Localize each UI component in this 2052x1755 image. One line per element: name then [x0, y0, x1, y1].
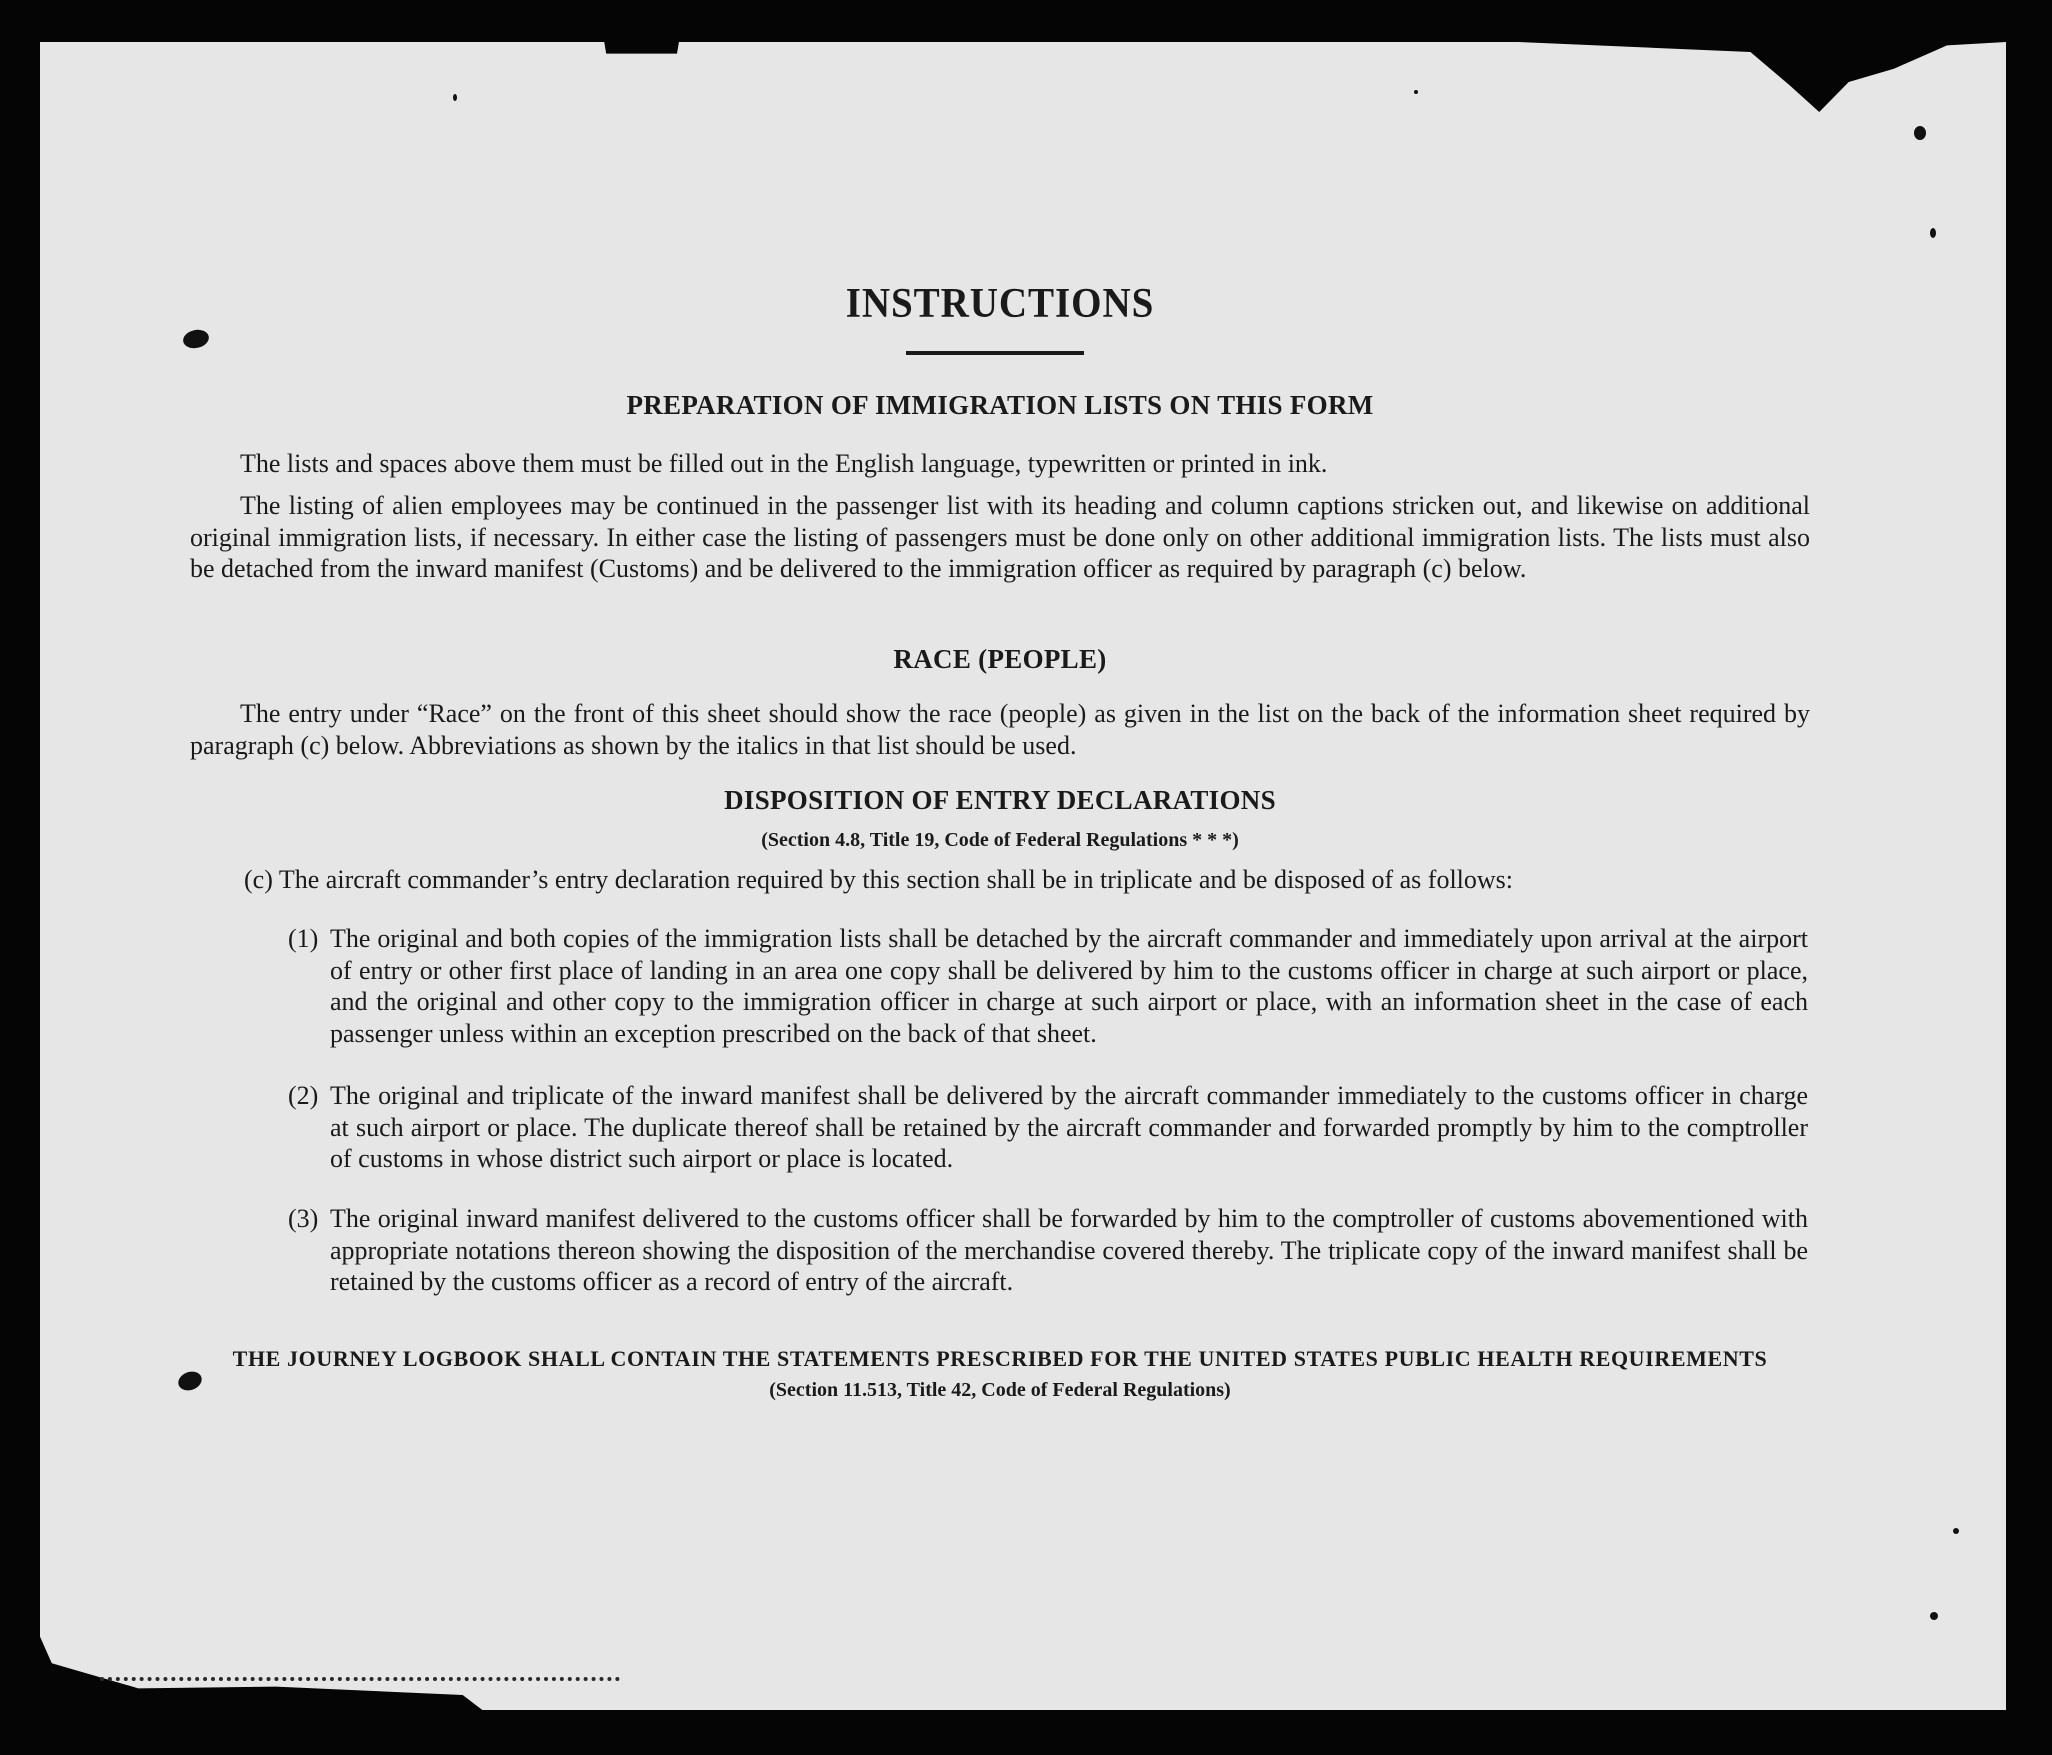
section-citation-title-19: (Section 4.8, Title 19, Code of Federal Regulations * * *) — [761, 829, 1239, 851]
perforation-line — [100, 1677, 620, 1681]
title-underline — [906, 351, 1084, 355]
footer-citation-title-42: (Section 11.513, Title 42, Code of Federal Regulations) — [769, 1379, 1231, 1401]
paragraph-alien-employees: The listing of alien employees may be continued in the passenger list with its heading and column captions stricken out, and likewise on additional original immigration lists, if necessary. In either case the listing of passengers must be done only on other additional immigration lists. The lists must also be detached from the inward manifest (Customs) and be delivered to the immigration officer as required by paragraph (c) below. — [190, 491, 1810, 583]
list-item-1 — [288, 923, 1808, 1049]
section-heading-race: RACE (PEOPLE) — [893, 644, 1107, 674]
document-title: INSTRUCTIONS — [845, 281, 1155, 327]
scan-speck — [1930, 1612, 1938, 1620]
list-item-number: (1) — [288, 924, 319, 953]
scan-speck — [1953, 1528, 1959, 1534]
paragraph-english-language: The lists and spaces above them must be filled out in the English language, typewritten or printed in ink. — [240, 449, 1328, 478]
scan-speck — [1930, 228, 1936, 238]
footer-health-requirements: THE JOURNEY LOGBOOK SHALL CONTAIN THE STATEMENTS PRESCRIBED FOR THE UNITED STATES PUBLIC HEALTH REQUIREMENTS — [232, 1346, 1768, 1371]
list-item-3 — [288, 1203, 1808, 1298]
paragraph-race-entry: The entry under “Race” on the front of this sheet should show the race (people) as given in the list on the back of the information sheet required by paragraph (c) below. Abbreviations as shown by the italics in that list should be used. — [190, 699, 1810, 760]
section-heading-disposition: DISPOSITION OF ENTRY DECLARATIONS — [724, 785, 1276, 815]
list-item-number: (3) — [288, 1204, 319, 1233]
list-item-text: The original inward manifest delivered to the customs officer shall be forwarded by him to the comptroller of customs abovementioned with appropriate notations thereon showing the disposition of the merchandise covered thereby. The triplicate copy of the inward manifest shall be retained by the customs officer as a record of entry of the aircraft. — [330, 1204, 1808, 1296]
list-item-text: The original and triplicate of the inward manifest shall be delivered by the aircraft commander immediately to the customs officer in charge at such airport or place. The duplicate thereof shall be retained by the aircraft commander and forwarded promptly by him to the comptroller of customs in whose district such airport or place is located. — [330, 1081, 1808, 1173]
scan-speck — [453, 94, 457, 101]
paragraph-c-lead: (c) The aircraft commander’s entry declaration required by this section shall be in triplicate and be disposed of as follows: — [244, 865, 1514, 894]
list-item-number: (2) — [288, 1081, 319, 1110]
ink-blot — [181, 327, 210, 350]
scan-speck — [1914, 126, 1926, 140]
section-heading-preparation: PREPARATION OF IMMIGRATION LISTS ON THIS FORM — [626, 390, 1374, 420]
list-item-text: The original and both copies of the immigration lists shall be detached by the aircraft commander and immediately upon arrival at the airport of entry or other first place of landing in an area one copy shall be delivered by him to the customs officer in charge at such airport or place, and the original and other copy to the immigration officer in charge at such airport or place, with an information sheet in the case of each passenger unless within an exception prescribed on the back of that sheet. — [330, 924, 1808, 1048]
scan-speck — [1414, 90, 1418, 94]
list-item-2 — [288, 1080, 1808, 1175]
